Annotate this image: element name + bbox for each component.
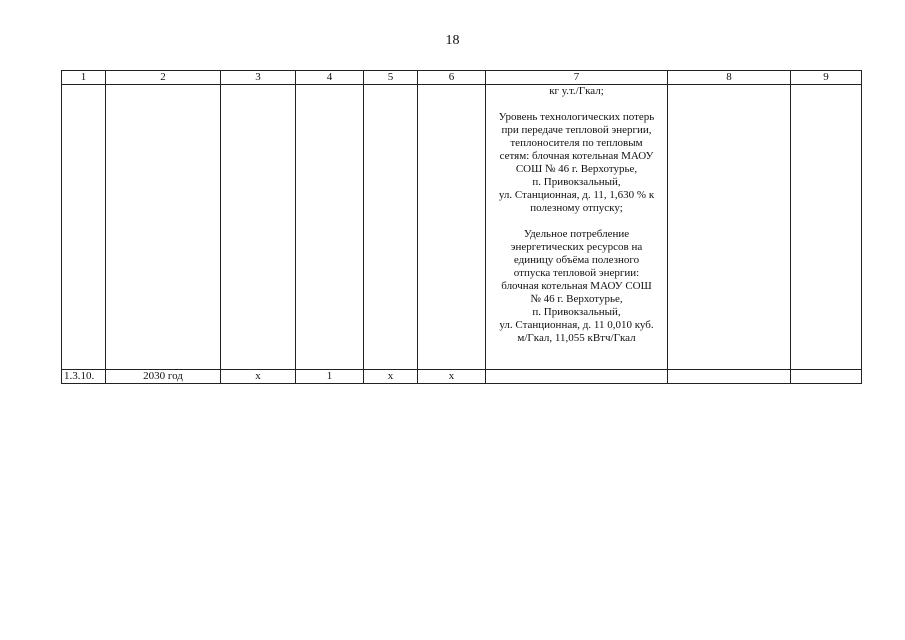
text-line: теплоносителя по тепловым (510, 137, 643, 149)
cell-empty (106, 85, 221, 370)
text-line: единицу объёма полезного (513, 254, 640, 266)
cell-7 (486, 370, 668, 384)
header-cell-2: 2 (106, 71, 221, 85)
text-line: при передаче тепловой энергии, (501, 124, 652, 136)
cell-8 (668, 370, 791, 384)
cell-6: х (418, 370, 486, 384)
cell-3: х (221, 370, 296, 384)
text-line: СОШ № 46 г. Верхотурье, (515, 163, 638, 175)
text-line: полезному отпуску; (530, 202, 623, 214)
page-number: 18 (445, 33, 460, 48)
text-line: м/Гкал, 11,055 кВтч/Гкал (517, 332, 636, 344)
text-line: Уровень технологических потерь (498, 111, 655, 123)
cell-empty (62, 85, 106, 370)
text-line: ул. Станционная, д. 11, 1,630 % к (498, 189, 655, 201)
text-line: блочная котельная МАОУ СОШ (501, 280, 652, 292)
item-number-cell: 1.3.10. (62, 370, 106, 384)
cell-5: х (364, 370, 418, 384)
header-cell-5: 5 (364, 71, 418, 85)
header-row (62, 71, 862, 85)
header-cell-9: 9 (791, 71, 862, 85)
cell-empty (221, 85, 296, 370)
header-cell-8: 8 (668, 71, 791, 85)
header-cell-4: 4 (296, 71, 364, 85)
data-table (61, 70, 862, 384)
table-row-continuation (62, 85, 862, 370)
cell-empty (364, 85, 418, 370)
text-line: отпуска тепловой энергии: (513, 267, 640, 279)
indicator-unit-line: кг у.т./Гкал; (549, 85, 604, 97)
header-cell-7: 7 (486, 71, 668, 85)
year-cell: 2030 год (106, 370, 221, 384)
header-cell-1: 1 (62, 71, 106, 85)
text-line: п. Привокзальный, (532, 306, 621, 318)
text-line: п. Привокзальный, (532, 176, 621, 188)
cell-empty (296, 85, 364, 370)
text-line: № 46 г. Верхотурье, (530, 293, 623, 305)
text-line: ул. Станционная, д. 11 0,010 куб. (499, 319, 654, 331)
indicator-text-cell (486, 85, 668, 370)
cell-9 (791, 370, 862, 384)
header-cell-6: 6 (418, 71, 486, 85)
text-line: энергетических ресурсов на (510, 241, 643, 253)
cell-empty (418, 85, 486, 370)
header-cell-3: 3 (221, 71, 296, 85)
cell-empty (668, 85, 791, 370)
cell-4: 1 (296, 370, 364, 384)
cell-empty (791, 85, 862, 370)
table-row-1-3-10 (62, 370, 862, 384)
text-line: Удельное потребление (523, 228, 630, 240)
text-line: сетям: блочная котельная МАОУ (499, 150, 654, 162)
